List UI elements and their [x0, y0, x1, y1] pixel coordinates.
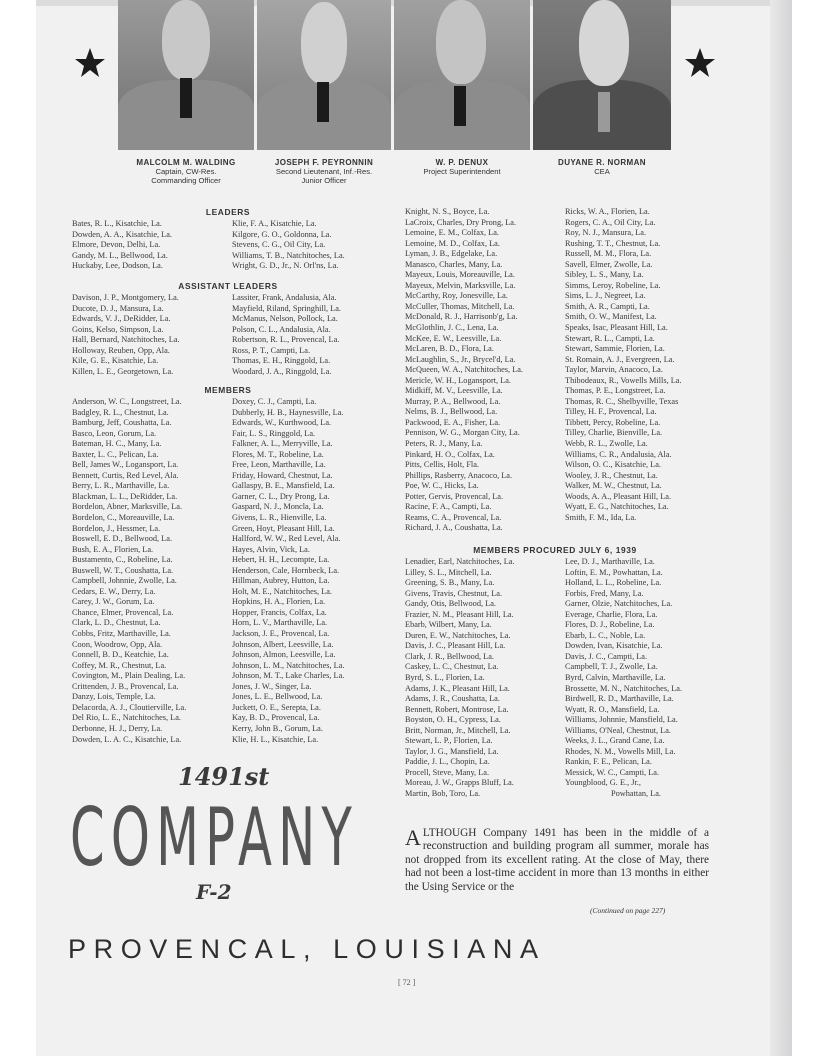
members-heading: MEMBERS: [204, 385, 252, 395]
members-column-2: [232, 397, 344, 745]
list-item: Goins, Kelso, Simpson, La.: [72, 324, 164, 334]
list-item: Bamburg, Jeff, Coushatta, La.: [72, 418, 172, 428]
list-item: Pinkard, H. O., Colfax, La.: [405, 449, 495, 459]
list-item: Holt, M. E., Natchitoches, La.: [232, 586, 333, 596]
list-item: Manasco, Charles, Many, La.: [405, 259, 503, 269]
list-item: McCarthy, Roy, Jonesville, La.: [405, 291, 508, 301]
list-item: Juckett, O. E., Serepta, La.: [232, 702, 321, 712]
list-item: Packwood, E. A., Fisher, La.: [405, 417, 501, 427]
list-item: Holland, L. L., Robeline, La.: [565, 578, 662, 588]
list-item: Webb, R. L., Zwolle, La.: [565, 439, 648, 449]
leaders-column-2: [232, 219, 345, 272]
list-item: Simms, Leroy, Robeline, La.: [565, 280, 661, 290]
list-item: Smith, F. M., Ida, La.: [565, 512, 637, 522]
list-item: Clark, J. R., Bellwood, La.: [405, 651, 494, 661]
list-item: Dowden, L. A. C., Kisatchie, La.: [72, 734, 182, 744]
list-item: McKee, E. W., Leesville, La.: [405, 333, 502, 343]
list-item: Klie, H. L., Kisatchie, La.: [232, 734, 319, 744]
list-item: Buswell, W. T., Coushatta, La.: [72, 565, 174, 575]
members-column-1: [72, 397, 186, 745]
star-icon: [74, 47, 106, 79]
list-item: Chance, Elmer, Provencal, La.: [72, 607, 174, 617]
list-item: Delacorda, A. J., Cloutierville, La.: [72, 702, 187, 712]
list-item: Basco, Leon, Gorum, La.: [72, 428, 157, 438]
procured-column-1: [405, 557, 515, 800]
list-item: Wilson, O. C., Kisatchie, La.: [565, 460, 661, 470]
list-item: Rankin, F. E., Pelican, La.: [565, 757, 652, 767]
list-item: Hillman, Aubrey, Hutton, La.: [232, 576, 330, 586]
procured-column-2: [565, 557, 682, 800]
list-item: Coffey, M. R., Chestnut, La.: [72, 660, 167, 670]
list-item: Killen, L. E., Georgetown, La.: [72, 366, 174, 376]
list-item: Racine, F. A., Campti, La.: [405, 502, 492, 512]
assistant-leaders-heading: ASSISTANT LEADERS: [178, 281, 278, 291]
list-item: Bustamento, C., Robeline, La.: [72, 555, 173, 565]
list-item: Doxey, C. J., Campti, La.: [232, 397, 317, 406]
list-item: Hayes, Alvin, Vick, La.: [232, 544, 310, 554]
list-item: Lemoine, M. D., Colfax, La.: [405, 238, 500, 248]
list-item: Dubberly, H. B., Haynesville, La.: [232, 407, 344, 417]
list-item: Potter, Gervis, Provencal, La.: [405, 491, 504, 501]
list-item: Messick, W. C., Campti, La.: [565, 767, 660, 777]
officer-name: JOSEPH F. PEYRONNIN: [274, 158, 374, 167]
list-item: Del Rio, L. E., Natchitoches, La.: [72, 713, 181, 723]
list-item: Lyman, J. B., Edgelake, La.: [405, 249, 498, 259]
list-item: Rogers, C. A., Oil City, La.: [565, 217, 656, 227]
list-item: Forbis, Fred, Many, La.: [565, 588, 644, 598]
list-item: Stewart, R. L., Campti, La.: [565, 333, 655, 343]
list-item: Huckaby, Lee, Dodson, La.: [72, 261, 163, 271]
list-item: Caskey, L. C., Chestnut, La.: [405, 662, 499, 672]
list-item: Elmore, Devon, Delhi, La.: [72, 240, 161, 250]
list-item: Moreau, J. W., Grapps Bluff, La.: [405, 778, 514, 788]
list-item: Dowden, A. A., Kisatchie, La.: [72, 229, 173, 239]
list-item: McQueen, W. A., Natchitoches, La.: [405, 365, 523, 375]
list-item: Brossette, M. N., Natchitoches, La.: [565, 683, 683, 693]
officer-role: Commanding Officer: [151, 176, 221, 185]
officer-title: Second Lieutenant, Inf.-Res.: [275, 167, 373, 176]
list-item: Boyston, O. H., Cypress, La.: [405, 715, 501, 725]
list-item: Adams, J. R., Coushatta, La.: [405, 694, 500, 704]
list-item: Nelms, B. J., Bellwood, La.: [405, 407, 498, 417]
company-code: F-2: [196, 880, 232, 904]
list-item: Berry, L. R., Marthaville, La.: [72, 481, 170, 491]
list-item: Bennett, Robert, Montrose, La.: [405, 704, 509, 714]
list-item: Holloway, Reuben, Opp, Ala.: [72, 345, 170, 355]
list-item: Ebarb, Wilbert, Many, La.: [405, 620, 492, 630]
list-item: Poe, W. C., Hicks, La.: [405, 481, 479, 491]
officer-caption: [394, 158, 530, 176]
list-item: Powhattan, La.: [611, 789, 662, 799]
list-item: Lemoine, E. M., Colfax, La.: [405, 228, 500, 238]
list-item: Sims, L. J., Negreet, La.: [565, 291, 646, 301]
list-item: Roy, N. J., Mansura, La.: [565, 228, 647, 238]
list-item: Lassiter, Frank, Andalusia, Ala.: [232, 293, 337, 302]
list-item: Tilley, Charlie, Bienville, La.: [565, 428, 663, 438]
officer-caption: [252, 158, 396, 185]
list-item: Garner, C. L., Dry Prong, La.: [232, 491, 330, 501]
list-item: Johnson, L. M., Natchitoches, La.: [232, 660, 345, 670]
members-column-4: [565, 207, 682, 523]
list-item: Taylor, Marvin, Anacoco, La.: [565, 365, 663, 375]
list-item: Dowden, Ivan, Kisatchie, La.: [565, 641, 663, 651]
list-item: Connell, B. D., Keatchie, La.: [72, 650, 169, 660]
company-title: COMPANY: [70, 791, 358, 884]
list-item: Givens, Travis, Chestnut, La.: [405, 588, 503, 598]
company-number: 1491st: [178, 762, 270, 791]
officer-title: Project Superintendent: [423, 167, 501, 176]
paragraph-text: LTHOUGH Company 1491 has been in the middle of a reconstruction and building program all summer, morale has not dropped from its excellent rating. At the close of May, there had not been a lost-time accident in more than 13 months in either the Using Service or the: [405, 827, 709, 893]
list-item: Hallford, W. W., Red Level, Ala.: [232, 534, 341, 544]
list-item: Davis, J. C., Pleasant Hill, La.: [405, 641, 506, 651]
list-item: Everage, Charlie, Flora, La.: [565, 609, 658, 619]
list-item: McLaren, B. D., Flora, La.: [405, 344, 494, 354]
list-item: Russell, M. M., Flora, La.: [565, 249, 652, 259]
list-item: McDonald, R. J., Harrisonb'g, La.: [405, 312, 518, 322]
list-item: Smith, O. W., Manifest, La.: [565, 312, 657, 322]
list-item: Campbell, Johnnie, Zwolle, La.: [72, 576, 177, 586]
list-item: Bordelon, C., Moreauville, La.: [72, 513, 175, 523]
list-item: Thomas, E. H., Ringgold, La.: [232, 356, 331, 366]
list-item: Stevens, C. G., Oil City, La.: [232, 240, 326, 250]
list-item: Lee, D. J., Marthaville, La.: [565, 557, 655, 566]
list-item: Klie, F. A., Kisatchie, La.: [232, 219, 317, 228]
list-item: McLaughlin, S., Jr., Brycel'd, La.: [405, 354, 516, 364]
list-item: LaCroix, Charles, Dry Prong, La.: [405, 217, 517, 227]
list-item: Martin, Bob, Toro, La.: [405, 789, 481, 799]
drop-cap: A: [405, 825, 421, 850]
list-item: Bell, James W., Logansport, La.: [72, 460, 179, 470]
officer-name: W. P. DENUX: [435, 158, 489, 167]
list-item: Givens, L. R., Hienville, La.: [232, 513, 327, 523]
list-item: Ross, P. T., Campti, La.: [232, 345, 311, 355]
list-item: Falkner, A. L., Merryville, La.: [232, 439, 333, 449]
list-item: Stewart, Sammie, Florien, La.: [565, 344, 665, 354]
page-number: [ 72 ]: [398, 978, 416, 987]
list-item: Wooley, J. R., Chestnut, La.: [565, 470, 658, 480]
assistant-leaders-column-1: [72, 293, 180, 377]
list-item: Blackman, L. L., DeRidder, La.: [72, 491, 178, 501]
officer-name: MALCOLM M. WALDING: [136, 158, 236, 167]
list-item: Jackson, J. E., Provencal, La.: [232, 629, 330, 639]
list-item: Ricks, W. A., Florien, La.: [565, 207, 650, 216]
list-item: Jones, L. E., Bellwood, La.: [232, 692, 323, 702]
list-item: Lenadier, Earl, Natchitoches, La.: [405, 557, 515, 566]
list-item: Coon, Woodrow, Opp, Ala.: [72, 639, 163, 649]
list-item: Savell, Elmer, Zwolle, La.: [565, 259, 653, 269]
list-item: Cobbs, Fritz, Marthaville, La.: [72, 629, 171, 639]
list-item: Loftin, E. M., Powhattan, La.: [565, 567, 663, 577]
list-item: McGlothlin, J. C., Lena, La.: [405, 323, 499, 333]
list-item: Thibodeaux, R., Vowells Mills, La.: [565, 375, 682, 385]
list-item: Bates, R. L., Kisatchie, La.: [72, 219, 162, 228]
list-item: St. Romain, A. J., Evergreen, La.: [565, 354, 675, 364]
leaders-heading: LEADERS: [205, 207, 251, 217]
list-item: Ebarb, L. C., Noble, La.: [565, 630, 646, 640]
list-item: Anderson, W. C., Longstreet, La.: [72, 397, 182, 406]
officer-photo: [257, 0, 391, 150]
list-item: Rushing, T. T., Chestnut, La.: [565, 238, 661, 248]
list-item: Lilley, S. L., Mitchell, La.: [405, 567, 492, 577]
list-item: Paddie, J. L., Chopin, La.: [405, 757, 490, 767]
list-item: Pitts, Cellis, Holt, Fla.: [405, 460, 479, 470]
list-item: Hopkins, H. A., Florien, La.: [232, 597, 326, 607]
continued-note: (Continued on page 227): [590, 906, 666, 915]
officer-photo: [118, 0, 254, 150]
list-item: Phillips, Rasberry, Anacoco, La.: [405, 470, 513, 480]
officer-photo: [394, 0, 530, 150]
list-item: Johnson, M. T., Lake Charles, La.: [232, 671, 345, 681]
list-item: Birdwell, R. D., Marthaville, La.: [565, 694, 674, 704]
list-item: McManus, Nelson, Pollock, La.: [232, 314, 338, 324]
list-item: McCuller, Thomas, Mitchell, La.: [405, 301, 515, 311]
list-item: Reams, C. A., Provencal, La.: [405, 512, 502, 522]
list-item: Youngblood, G. E., Jr.,: [565, 778, 641, 788]
list-item: Gandy, Otis, Bellwood, La.: [405, 599, 496, 609]
list-item: Wyatt, R. O., Mansfield, La.: [565, 704, 660, 714]
list-item: Wyatt, E. G., Natchitoches, La.: [565, 502, 669, 512]
list-item: Polson, C. L., Andalusia, Ala.: [232, 324, 331, 334]
list-item: Woods, A. A., Pleasant Hill, La.: [565, 491, 672, 501]
list-item: Bordelon, Abner, Marksville, La.: [72, 502, 183, 512]
list-item: Bateman, H. C., Many, La.: [72, 439, 162, 449]
officer-title: Captain, CW-Res.: [155, 167, 217, 176]
officer-role: Junior Officer: [301, 176, 347, 185]
list-item: Hall, Bernard, Natchitoches, La.: [72, 335, 180, 345]
list-item: Robertson, R. L., Provencal, La.: [232, 335, 340, 345]
list-item: Covington, M., Plain Dealing, La.: [72, 671, 186, 681]
list-item: Kay, B. D., Provencal, La.: [232, 713, 320, 723]
list-item: Tilley, H. F., Provencal, La.: [565, 407, 657, 417]
officer-photo: [533, 0, 671, 150]
officer-caption: [118, 158, 254, 185]
list-item: Mayeux, Melvin, Marksville, La.: [405, 280, 516, 290]
list-item: Rhodes, N. M., Vowells Mill, La.: [565, 746, 676, 756]
list-item: Woodard, J. A., Ringgold, La.: [232, 366, 332, 376]
page-binding-shadow: [770, 0, 792, 1056]
list-item: Edwards, V. J., DeRidder, La.: [72, 314, 171, 324]
list-item: Speaks, Isac, Pleasant Hill, La.: [565, 323, 668, 333]
list-item: Free, Leon, Marthaville, La.: [232, 460, 326, 470]
list-item: Mayeux, Louis, Moreauville, La.: [405, 270, 515, 280]
list-item: Williams, C. R., Andalusia, Ala.: [565, 449, 672, 459]
list-item: Adams, J. K., Pleasant Hill, La.: [405, 683, 510, 693]
list-item: Williams, O'Neal, Chestnut, La.: [565, 725, 672, 735]
list-item: Bordelon, J., Hessmer, La.: [72, 523, 161, 533]
list-item: Hebert, H. H., Lecompte, La.: [232, 555, 330, 565]
list-item: Wright, G. D., Jr., N. Orl'ns, La.: [232, 261, 339, 271]
list-item: Fair, L. S., Ringgold, La.: [232, 428, 316, 438]
list-item: Thomas, R. C., Shelbyville, Texas: [565, 396, 679, 406]
list-item: Kile, G. E., Kisatchie, La.: [72, 356, 159, 366]
list-item: Duren, E. W., Natchitoches, La.: [405, 630, 511, 640]
officer-title: CEA: [594, 167, 610, 176]
leaders-column-1: [72, 219, 172, 272]
list-item: Mericle, W. H., Logansport, La.: [405, 375, 511, 385]
members-column-3: [405, 207, 523, 534]
list-item: Gandy, M. L., Bellwood, La.: [72, 250, 168, 260]
list-item: Derbonne, H. J., Derry, La.: [72, 723, 163, 733]
list-item: Crittenden, J. B., Provencal, La.: [72, 681, 179, 691]
list-item: Thomas, P. E., Longstreet, La.: [565, 386, 666, 396]
list-item: Friday, Howard, Chestnut, La.: [232, 470, 333, 480]
list-item: Badgley, R. L., Chestnut, La.: [72, 407, 169, 417]
list-item: Green, Hoyt, Pleasant Hill, La.: [232, 523, 335, 533]
list-item: Bush, E. A., Florien, La.: [72, 544, 154, 554]
list-item: Tibbett, Percy, Robeline, La.: [565, 417, 661, 427]
list-item: Edwards, W., Kurthwood, La.: [232, 418, 332, 428]
list-item: Walker, M. W., Chestnut, La.: [565, 481, 662, 491]
list-item: Flores, D. J., Robeline, La.: [565, 620, 655, 630]
list-item: Williams, T. B., Natchitoches, La.: [232, 250, 345, 260]
list-item: Garner, Olzie, Natchitoches, La.: [565, 599, 673, 609]
star-icon: [684, 47, 716, 79]
list-item: Jones, J. W., Singer, La.: [232, 681, 312, 691]
list-item: Williams, Johnnie, Mansfield, La.: [565, 715, 678, 725]
list-item: Johnson, Albert, Leesville, La.: [232, 639, 334, 649]
list-item: Ducote, D. J., Mansura, La.: [72, 303, 164, 313]
list-item: Peters, R. J., Many, La.: [405, 439, 483, 449]
list-item: Henderson, Cale, Hornbeck, La.: [232, 565, 340, 575]
members-procured-heading: MEMBERS PROCURED JULY 6, 1939: [473, 545, 637, 555]
list-item: Procell, Steve, Many, La.: [405, 767, 490, 777]
list-item: Frazier, N. M., Pleasant Hill, La.: [405, 609, 514, 619]
list-item: Smith, A. R., Campti, La.: [565, 301, 650, 311]
list-item: Baxter, L. C., Pelican, La.: [72, 449, 159, 459]
list-item: Richard, J. A., Coushatta, La.: [405, 523, 503, 533]
list-item: Kerry, John B., Gorum, La.: [232, 723, 323, 733]
location-title: PROVENCAL, LOUISIANA: [68, 934, 546, 964]
list-item: Murray, P. A., Bellwood, La.: [405, 396, 501, 406]
list-item: Clark, L. D., Chestnut, La.: [72, 618, 161, 628]
list-item: Horn, L. V., Marthaville, La.: [232, 618, 328, 628]
list-item: Weeks, J. L., Grand Cane, La.: [565, 736, 665, 746]
list-item: Sibley, L. S., Many, La.: [565, 270, 644, 280]
assistant-leaders-column-2: [232, 293, 341, 377]
list-item: Carey, J. W., Gorum, La.: [72, 597, 155, 607]
list-item: Byrd, Calvin, Marthaville, La.: [565, 673, 666, 683]
intro-paragraph: [405, 827, 709, 894]
list-item: Boswell, E. D., Bellwood, La.: [72, 534, 173, 544]
list-item: Mayfield, Riland, Springhill, La.: [232, 303, 341, 313]
list-item: Britt, Norman, Jr., Mitchell, La.: [405, 725, 511, 735]
list-item: Pennison, W. G., Morgan City, La.: [405, 428, 520, 438]
list-item: Knight, N. S., Boyce, La.: [405, 207, 490, 216]
officer-caption: [533, 158, 671, 176]
list-item: Gallaspy, B. E., Mansfield, La.: [232, 481, 335, 491]
list-item: Hopper, Francis, Colfax, La.: [232, 607, 327, 617]
list-item: Davison, J. P., Montgomery, La.: [72, 293, 179, 302]
list-item: Greening, S. B., Many, La.: [405, 578, 495, 588]
list-item: Byrd, S. L., Florien, La.: [405, 673, 485, 683]
list-item: Cedars, E. W., Derry, La.: [72, 586, 156, 596]
list-item: Johnson, Almon, Leesville, La.: [232, 650, 336, 660]
officer-name: DUYANE R. NORMAN: [558, 158, 646, 167]
list-item: Danzy, Lois, Temple, La.: [72, 692, 156, 702]
list-item: Gaspard, N. J., Moncla, La.: [232, 502, 324, 512]
list-item: Midkiff, M. V., Leesville, La.: [405, 386, 503, 396]
list-item: Flores, M. T., Robeline, La.: [232, 449, 324, 459]
list-item: Davis, J. C., Campti, La.: [565, 651, 648, 661]
list-item: Campbell, T. J., Zwolle, La.: [565, 662, 658, 672]
list-item: Kilgore, G. O., Goldonna, La.: [232, 229, 332, 239]
list-item: Bennett, Curtis, Red Level, Ala.: [72, 470, 179, 480]
list-item: Stewart, L. P., Florien, La.: [405, 736, 493, 746]
list-item: Taylor, J. G., Mansfield, La.: [405, 746, 499, 756]
